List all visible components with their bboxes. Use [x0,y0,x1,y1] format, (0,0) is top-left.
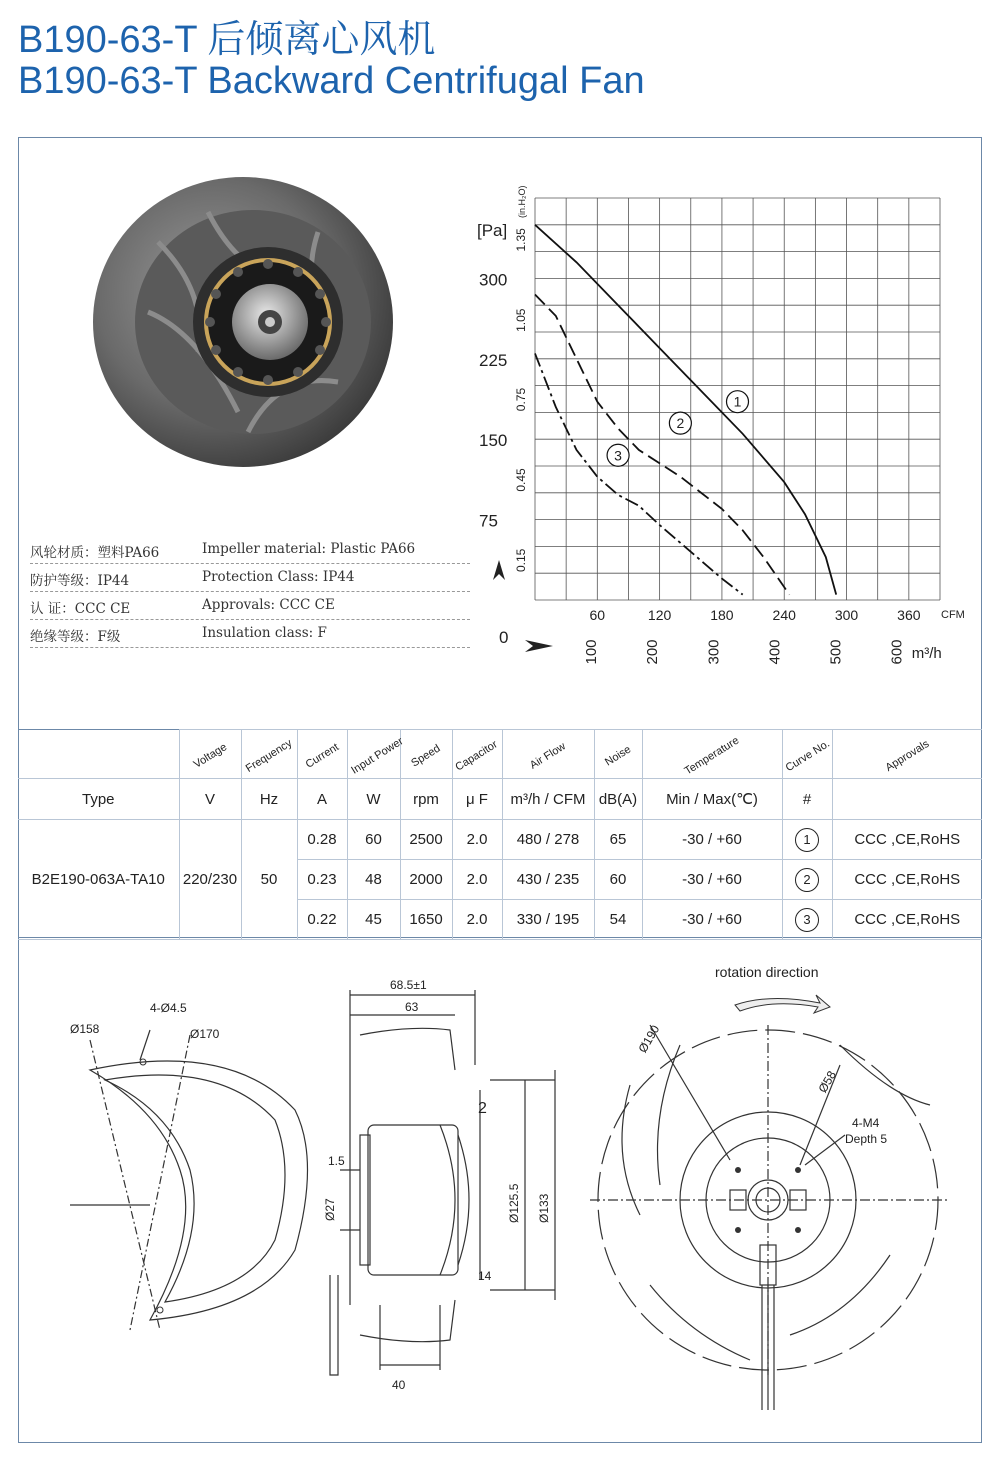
x-tick-cfm: 60 [589,607,606,623]
x-unit-cfm: CFM [941,609,965,621]
cell-capacitor: 2.0 [452,900,502,940]
curve-line-1 [535,225,836,595]
table-unit-row [18,779,982,820]
cell-temp: -30 / +60 [642,860,782,900]
dim-40: 40 [392,1378,406,1392]
cell-speed: 1650 [400,900,452,940]
dim-1-5: 1.5 [328,1154,345,1168]
cell-flow: 480 / 278 [502,820,594,860]
cell-current: 0.23 [297,860,347,900]
unit-rpm: rpm [400,779,452,820]
curve-label-2: 2 [676,415,685,432]
cell-flow: 330 / 195 [502,900,594,940]
x-unit-m3h: m³/h [911,645,942,662]
cell-capacitor: 2.0 [452,820,502,860]
y-tick-pa: 225 [479,350,508,370]
y-tick-inh2o: 0.15 [514,548,528,573]
unit-uf: μ F [452,779,502,820]
spec-cn: 认 证：CCC CE [30,601,131,617]
cell-power: 45 [347,900,400,940]
cell-current: 0.22 [297,900,347,940]
drawing-side-section [320,975,590,1405]
cell-speed: 2000 [400,860,452,900]
curve-label-1: 1 [733,393,742,410]
cell-curve [782,820,832,860]
dim-d27: Ø27 [323,1198,337,1221]
x-tick-cfm: 360 [897,607,921,623]
unit-type: Type [18,779,179,820]
cell-type: B2E190-063A-TA10 [18,820,179,940]
x-tick-m3h: 500 [827,639,845,665]
spec-row-protection [30,564,470,592]
unit-curve: # [782,779,832,820]
x-tick-m3h: 600 [888,639,906,665]
unit-dba: dB(A) [594,779,642,820]
spec-cn: 防护等级：IP44 [30,573,130,589]
cell-capacitor: 2.0 [452,860,502,900]
dim-d58: Ø58 [815,1068,839,1096]
dim-4-d4-5: 4-Ø4.5 [150,1001,187,1015]
spec-en: Approvals: CCC CE [202,597,335,613]
cell-approvals: CCC ,CE,RoHS [832,860,982,900]
cell-voltage: 220/230 [179,820,241,940]
table-rotated-header-row [18,730,982,779]
spec-cn: 风轮材质：塑料PA66 [30,545,160,561]
x-tick-m3h: 300 [705,639,723,665]
dim-d158: Ø158 [70,1022,100,1036]
y-unit-inh2o: (in.H₂O) [517,185,527,219]
y-tick-pa-zero: 0 [499,628,509,647]
header-temperature: Temperature [642,730,782,779]
dim-63: 63 [405,1000,419,1014]
cell-frequency: 50 [241,820,297,940]
x-tick-m3h: 100 [583,639,601,665]
y-tick-pa: 300 [479,270,508,290]
curve-number: 2 [795,868,819,892]
spec-en: Insulation class: F [202,625,327,641]
cell-curve [782,860,832,900]
header-speed: Speed [400,730,452,779]
fan-photo [88,172,398,482]
y-tick-pa: 75 [479,511,498,531]
x-tick-m3h: 400 [766,639,784,665]
cell-curve [782,900,832,940]
rotation-direction-label: rotation direction [715,964,819,980]
spec-row-insulation [30,620,470,648]
y-tick-inh2o: 0.75 [514,387,528,412]
curve-label-3: 3 [614,447,622,464]
dim-d170: Ø170 [190,1027,220,1041]
x-tick-m3h: 200 [644,639,662,665]
rotation-arrow-icon [735,995,830,1013]
header-curve-no: Curve No. [782,730,832,779]
unit-temp: Min / Max(℃) [642,779,782,820]
header-voltage: Voltage [179,730,241,779]
y-axis-arrow-icon [493,560,505,580]
header-current: Current [297,730,347,779]
spec-row-impeller [30,536,470,564]
chart-curves [535,225,836,595]
header-frequency: Frequency [241,730,297,779]
y-unit-pa: [Pa] [477,221,508,240]
cell-speed: 2500 [400,820,452,860]
x-tick-cfm: 180 [710,607,734,623]
dim-4-m4: 4-M4 [852,1116,880,1130]
title-chinese: B190-63-T 后倾离心风机 [18,19,436,61]
cell-temp: -30 / +60 [642,900,782,940]
unit-a: A [297,779,347,820]
cell-power: 60 [347,820,400,860]
dim-68-5: 68.5±1 [390,978,427,992]
unit-flow: m³/h / CFM [502,779,594,820]
x-tick-cfm: 240 [772,607,796,623]
curve-number: 3 [795,908,819,932]
dim-14: 14 [478,1269,492,1283]
curve-number: 1 [795,828,819,852]
cell-noise: 65 [594,820,642,860]
spec-cn: 绝缘等级：F级 [30,629,121,645]
cell-approvals: CCC ,CE,RoHS [832,900,982,940]
cell-power: 48 [347,860,400,900]
cell-approvals: CCC ,CE,RoHS [832,820,982,860]
chart-labels [477,186,965,665]
cell-noise: 54 [594,900,642,940]
unit-approvals [832,779,982,820]
cell-temp: -30 / +60 [642,820,782,860]
y-tick-pa: 150 [479,431,508,451]
header-noise: Noise [594,730,642,779]
x-tick-cfm: 120 [647,607,672,623]
drawing-front-view [590,955,960,1425]
dim-depth-5: Depth 5 [845,1132,888,1146]
header-input-power: Input Power [347,730,400,779]
header-air-flow: Air Flow [502,730,594,779]
unit-w: W [347,779,400,820]
y-tick-inh2o: 1.35 [514,228,528,252]
spec-en: Protection Class: IP44 [202,569,355,585]
drawing-flange [30,990,310,1370]
dim-d190: Ø190 [635,1022,663,1056]
cell-flow: 430 / 235 [502,860,594,900]
dim-d125-5: Ø125.5 [507,1183,521,1223]
cell-noise: 60 [594,860,642,900]
dim-2: 2 [478,1100,487,1117]
header-approvals: Approvals [832,730,982,779]
table-row [18,820,982,860]
spec-en: Impeller material: Plastic PA66 [202,541,416,557]
x-tick-cfm: 300 [834,607,859,623]
title-english: B190-63-T Backward Centrifugal Fan [18,60,645,102]
performance-chart [460,185,970,675]
spec-row-approvals [30,592,470,620]
unit-hz: Hz [241,779,297,820]
header-capacitor: Capacitor [452,730,502,779]
unit-v: V [179,779,241,820]
dim-d133: Ø133 [537,1193,551,1223]
x-axis-arrow-icon [525,640,553,652]
y-tick-inh2o: 1.05 [514,308,528,332]
spec-table [18,729,982,940]
y-tick-inh2o: 0.45 [514,468,528,492]
cell-current: 0.28 [297,820,347,860]
